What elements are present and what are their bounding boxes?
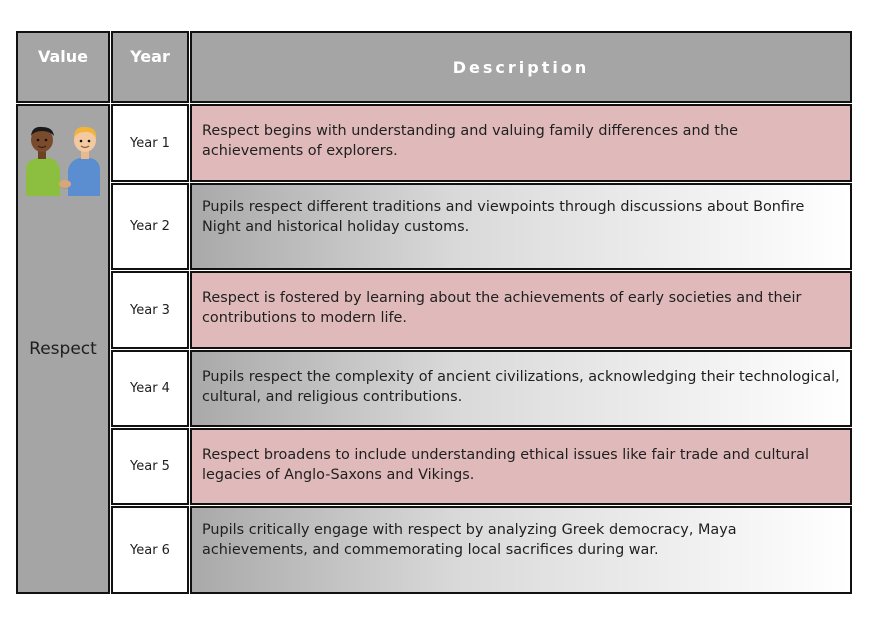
year-cell-2 bbox=[111, 183, 189, 270]
description-text: Respect begins with understanding and valuing family differences and the achievements of explorers. bbox=[202, 123, 738, 159]
year-cell-1 bbox=[111, 104, 189, 182]
year-label: Year 5 bbox=[130, 459, 170, 474]
year-cell-5 bbox=[111, 428, 189, 505]
description-cell-1 bbox=[190, 104, 852, 182]
description-text: Respect broadens to include understanding ethical issues like fair trade and cultural legacies of Anglo-Saxons and Vikings. bbox=[202, 446, 809, 483]
description-cell-5 bbox=[190, 428, 852, 505]
year-label: Year 2 bbox=[130, 219, 170, 234]
header-value bbox=[16, 31, 110, 103]
header-year bbox=[111, 31, 189, 103]
header-year-label: Year bbox=[130, 47, 170, 66]
year-label: Year 3 bbox=[130, 302, 170, 318]
header-description-label: Description bbox=[452, 57, 590, 77]
description-text: Pupils respect different traditions and viewpoints through discussions about Bonfire Night and historical holiday customs. bbox=[202, 199, 805, 235]
year-cell-4 bbox=[111, 350, 189, 427]
year-label: Year 6 bbox=[130, 542, 170, 558]
description-text: Respect is fostered by learning about the achievements of early societies and their contributions to modern life. bbox=[202, 290, 802, 326]
description-cell-2 bbox=[190, 183, 852, 270]
year-cell-3 bbox=[111, 271, 189, 349]
description-cell-3 bbox=[190, 271, 852, 349]
year-label: Year 1 bbox=[130, 135, 170, 151]
description-text: Pupils critically engage with respect by analyzing Greek democracy, Maya achievements, and commemorating local sacrifices during war. bbox=[202, 522, 737, 558]
value-label: Respect bbox=[29, 339, 97, 359]
handshake-icon bbox=[24, 126, 102, 198]
header-description bbox=[190, 31, 852, 103]
description-cell-4 bbox=[190, 350, 852, 427]
description-cell-6 bbox=[190, 506, 852, 594]
description-text: Pupils respect the complexity of ancient civilizations, acknowledging their technological, cultural, and religious contributions. bbox=[202, 368, 840, 405]
year-label: Year 4 bbox=[130, 381, 170, 396]
header-value-label: Value bbox=[37, 47, 89, 66]
year-cell-6 bbox=[111, 506, 189, 594]
